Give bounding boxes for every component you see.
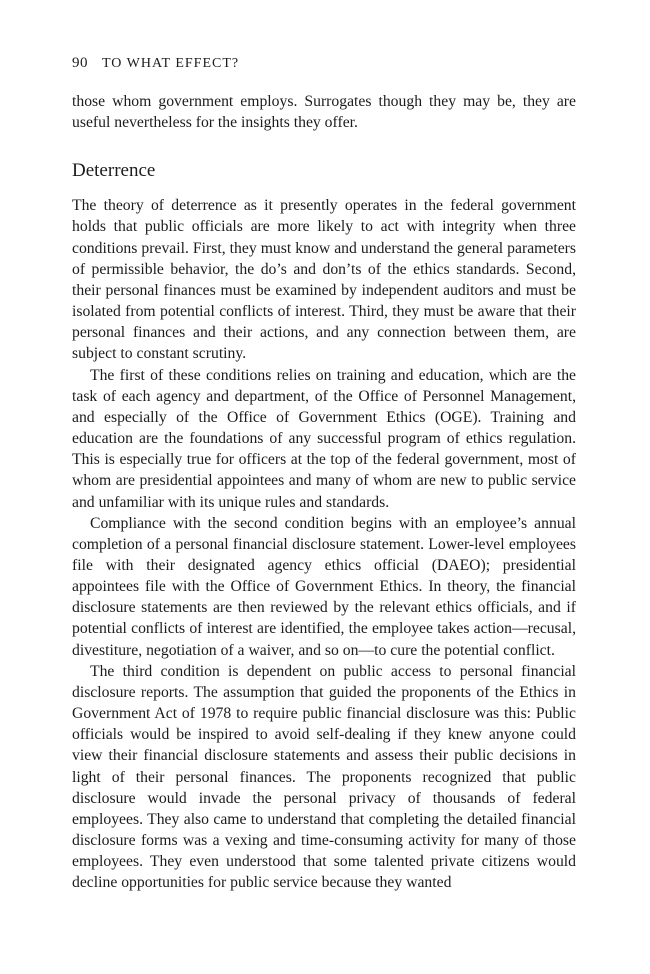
- running-head-title: TO WHAT EFFECT?: [102, 56, 240, 71]
- section-heading: Deterrence: [72, 160, 156, 182]
- body-paragraph-1: The theory of deterrence as it presently operates in the federal government holds that public officials are more likely to act with integrity when three conditions prevail. First, they must know and understand the general parameters of permissible behavior, the do’s and don’ts of the ethics standards. Second, their personal finances must be examined by independent auditors and must be isolated from potential conflicts of interest. Third, they must be aware that their personal finances and their actions, and any connection between them, are subject to constant scrutiny.: [72, 197, 576, 363]
- body-paragraph-3: Compliance with the second condition begins with an employee’s annual completion of a personal financial disclosure statement. Lower-level employees file with their designated agency ethics official (DAEO); presidential appointees file with the Office of Government Ethics. In theory, the financial disclosure statements are then reviewed by the relevant ethics officials, and if potential conflicts of interest are identified, the employee takes action—recusal, divestiture, negotiation of a waiver, and so on—to cure the potential conflict.: [72, 514, 576, 659]
- body-paragraph-4: The third condition is dependent on public access to personal financial disclosure reports. The assumption that guided the proponents of the Ethics in Government Act of 1978 to require public financial disclosure was this: Public officials would be inspired to avoid self-dealing if they knew anyone could view their financial disclosure statements and assess their public decisions in light of their personal finances. The proponents recognized that public disclosure would invade the personal privacy of thousands of federal employees. They also came to understand that completing the detailed financial disclosure forms was a vexing and time-consuming activity for many of those employees. They even understood that some talented private citizens would decline opportunities for public service because they wanted: [72, 662, 576, 892]
- running-head: [72, 52, 576, 74]
- page-number: 90: [72, 55, 88, 71]
- body-paragraph-2: The first of these conditions relies on training and education, which are the task of each agency and department, of the Office of Personnel Management, and especially of the Office of Government Ethics (OGE). Training and education are the foundations of any successful program of ethics regulation. This is especially true for officers at the top of the federal government, most of whom are presidential appointees and many of whom are new to public service and unfamiliar with its unique rules and standards.: [72, 366, 576, 511]
- lead-paragraph: those whom government employs. Surrogates though they may be, they are useful nevertheless for the insights they offer.: [72, 93, 576, 132]
- book-page: [72, 52, 576, 893]
